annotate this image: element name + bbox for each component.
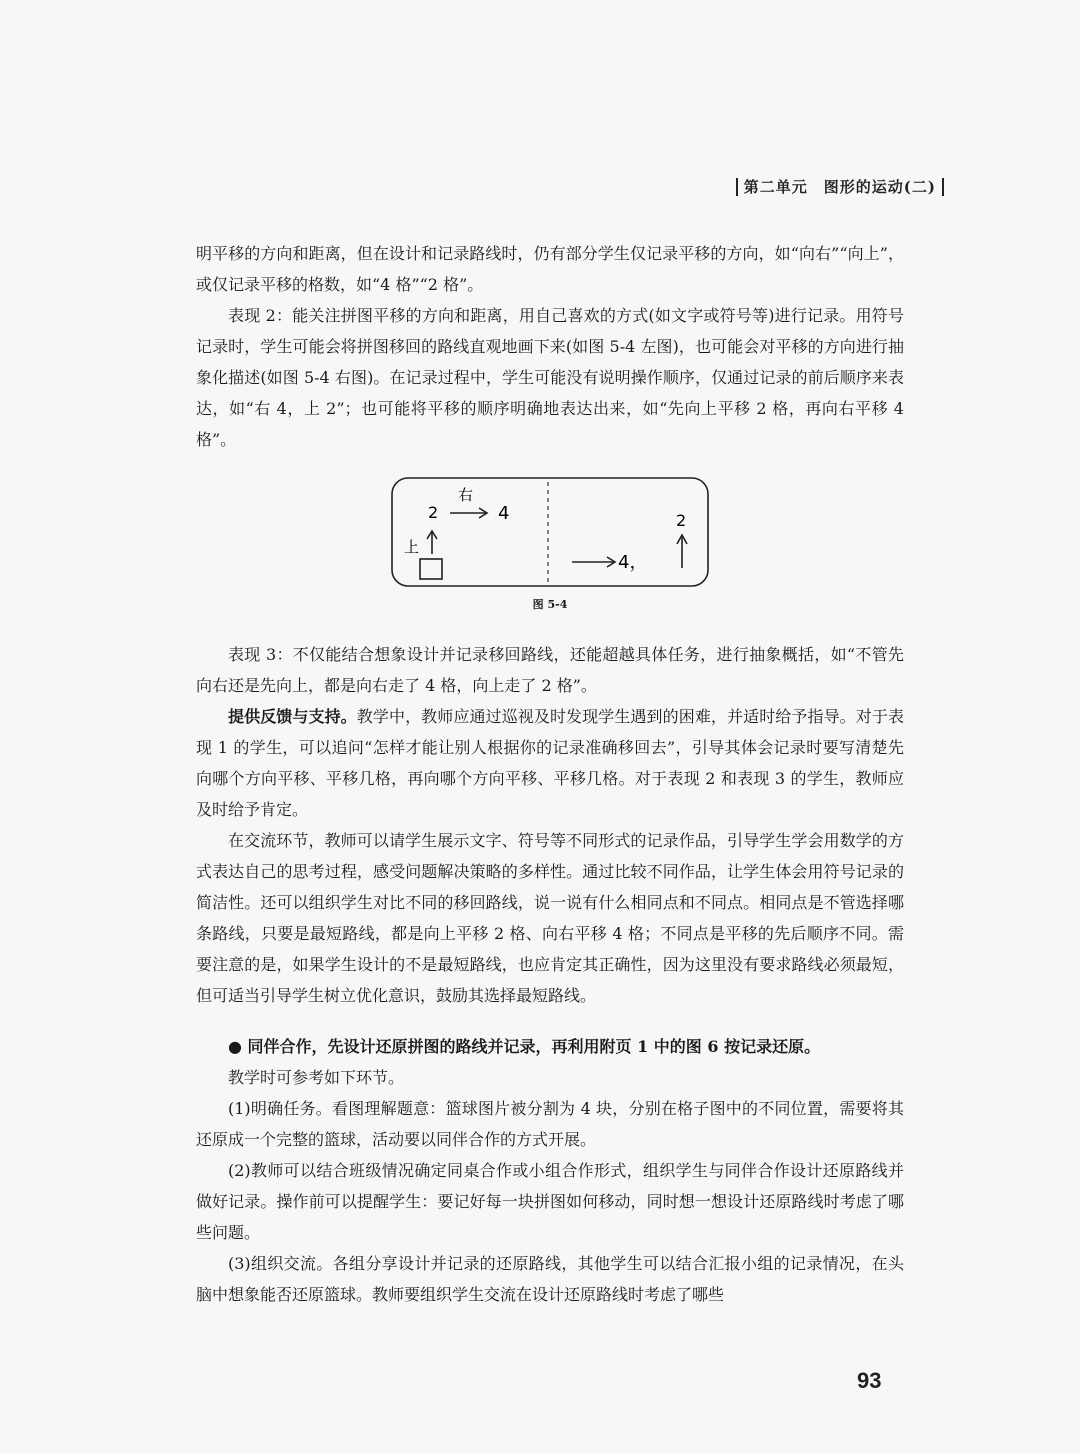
- header-title: 图形的运动(二): [823, 178, 936, 196]
- figure-5-4: [196, 464, 904, 639]
- header-bar-right: [942, 178, 944, 196]
- figure-5-4-drawing: [390, 476, 710, 588]
- paragraph-7: (1)明确任务。看图理解题意：篮球图片被分割为 4 块，分别在格子图中的不同位置，需要将其还原成一个完整的篮球，活动要以同伴合作的方式开展。: [196, 1099, 904, 1149]
- paragraph-6: 教学时可参考如下环节。: [228, 1068, 405, 1087]
- page-number: 93: [857, 1368, 882, 1393]
- left-number-2: 2: [428, 503, 439, 522]
- bullet-heading-text: ● 同伴合作，先设计还原拼图的路线并记录，再利用附页 1 中的图 6 按记录还原。: [228, 1037, 821, 1056]
- left-number-4: 4: [498, 503, 510, 524]
- paragraph-9: (3)组织交流。各组分享设计并记录的还原路线，其他学生可以结合汇报小组的记录情况，在头脑中想象能否还原篮球。教师要组织学生交流在设计还原路线时考虑了哪些: [196, 1254, 904, 1304]
- paragraph-5: 在交流环节，教师可以请学生展示文字、符号等不同形式的记录作品，引导学生学会用数学的方式表达自己的思考过程，感受问题解决策略的多样性。通过比较不同作品，让学生体会用符号记录的简洁性。还可以组织学生对比不同的移回路线，说一说有什么相同点和不同点。相同点是不管选择哪条路线，只要是最短路线，都是向上平移 2 格、向右平移 4 格；不同点是平移的先后顺序不同。需要注意的是，如果学生设计的不是最短路线，也应肯定其正确性，因为这里没有要求路线必须最短，但可适当引导学生树立优化意识，鼓励其选择最短路线。: [196, 831, 904, 1005]
- paragraph-1: 明平移的方向和距离，但在设计和记录路线时，仍有部分学生仅记录平移的方向，如“向右”“向上”，或仅记录平移的格数，如“4 格”“2 格”。: [196, 244, 904, 294]
- bullet-heading: [196, 1031, 904, 1062]
- right-number-2: 2: [676, 511, 687, 530]
- figure-frame: [392, 478, 708, 586]
- page-body: [196, 238, 904, 1310]
- figure-caption: 图 5-4: [532, 598, 568, 611]
- paragraph-3: 表现 3：不仅能结合想象设计并记录移回路线，还能超越具体任务，进行抽象概括，如“不管先向右还是先向上，都是向右走了 4 格，向上走了 2 格”。: [196, 645, 904, 695]
- puzzle-square: [420, 559, 442, 579]
- right-text-4: 4，: [618, 552, 648, 573]
- paragraph-4-text: 教学中，教师应通过巡视及时发现学生遇到的困难，并适时给予指导。对于表现 1 的学生，可以追问“怎样才能让别人根据你的记录准确移回去”，引导其体会记录时要写清楚先向哪个方向平移、平移几格，再向哪个方向平移、平移几格。对于表现 2 和表现 3 的学生，教师应及时给予肯定。: [196, 707, 904, 819]
- paragraph-2: 表现 2：能关注拼图平移的方向和距离，用自己喜欢的方式(如文字或符号等)进行记录。用符号记录时，学生可能会将拼图移回的路线直观地画下来(如图 5-4 左图)，也可能会对平移的方向进行抽象化描述(如图 5-4 右图)。在记录过程中，学生可能没有说明操作顺序，仅通过记录的前后顺序来表达，如“右 4，上 2”；也可能将平移的顺序明确地表达出来，如“先向上平移 2 格，再向右平移 4 格”。: [196, 306, 904, 449]
- running-header: [730, 176, 950, 197]
- paragraph-4: [196, 701, 904, 825]
- left-label-up: 上: [404, 538, 420, 556]
- header-unit: 第二单元: [743, 178, 808, 196]
- left-label-right: 右: [458, 486, 474, 504]
- header-bar-left: [736, 178, 738, 196]
- paragraph-8: (2)教师可以结合班级情况确定同桌合作或小组合作形式，组织学生与同伴合作设计还原路线并做好记录。操作前可以提醒学生：要记好每一块拼图如何移动，同时想一想设计还原路线时考虑了哪些问题。: [196, 1161, 904, 1242]
- paragraph-4-lead: 提供反馈与支持。: [228, 707, 357, 726]
